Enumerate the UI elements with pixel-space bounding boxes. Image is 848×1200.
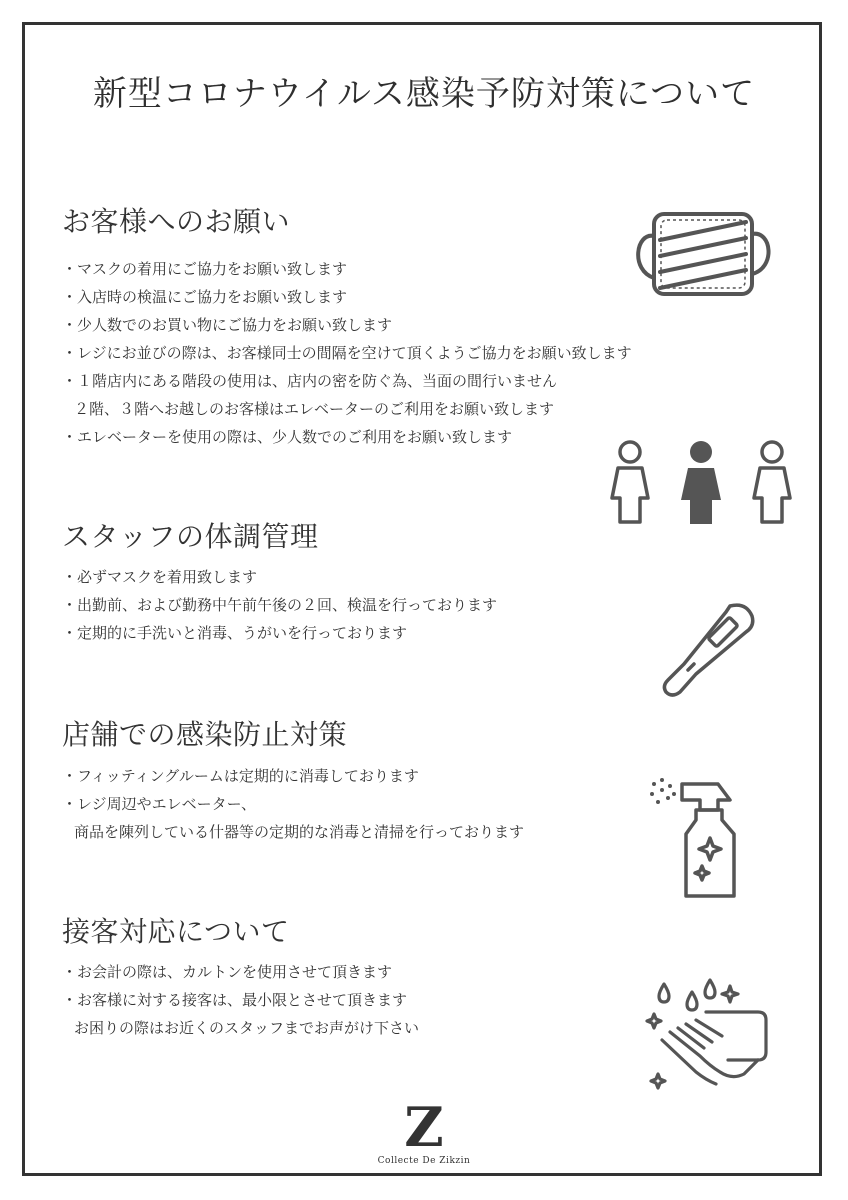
mask-icon xyxy=(632,208,774,300)
spray-bottle-icon xyxy=(648,776,744,900)
section-heading-customer-service: 接客対応について xyxy=(62,915,290,948)
people-distance-icon xyxy=(608,440,794,526)
list-item: ・出勤前、および勤務中午前午後の２回、検温を行っております xyxy=(62,596,498,614)
list-item: ・お会計の際は、カルトンを使用させて頂きます xyxy=(62,963,393,981)
list-item: ・エレベーターを使用の際は、少人数でのご利用をお願い致します xyxy=(62,428,513,446)
thermometer-icon xyxy=(658,600,758,700)
section-heading-customer-requests: お客様へのお願い xyxy=(62,205,291,238)
brand-logo xyxy=(0,1095,848,1166)
list-item: ・必ずマスクを着用致します xyxy=(62,568,258,586)
list-item: ・お客様に対する接客は、最小限とさせて頂きます xyxy=(62,991,408,1009)
customer-service-list xyxy=(62,958,419,1042)
store-measures-list xyxy=(62,762,524,846)
staff-health-list xyxy=(62,563,497,647)
section-heading-staff-health: スタッフの体調管理 xyxy=(62,520,319,553)
list-item: ２階、３階へお越しのお客様はエレベーターのご利用をお願い致します xyxy=(74,400,555,418)
list-item: ・フィッティングルームは定期的に消毒しております xyxy=(62,767,419,785)
page-title: 新型コロナウイルス感染予防対策について xyxy=(92,74,756,114)
list-item: ・レジにお並びの際は、お客様同士の間隔を空けて頂くようご協力をお願い致します xyxy=(62,344,632,362)
section-heading-store-measures: 店舗での感染防止対策 xyxy=(62,718,348,751)
logo-name: Collecte De Zikzin xyxy=(377,1156,471,1166)
list-item: ・定期的に手洗いと消毒、うがいを行っております xyxy=(62,624,408,642)
hand-wash-icon xyxy=(640,976,770,1092)
list-item: ・マスクの着用にご協力をお願い致します xyxy=(62,260,348,278)
customer-requests-list xyxy=(62,255,632,451)
list-item: ・レジ周辺やエレベーター、 xyxy=(62,795,257,813)
logo-mark: Z xyxy=(404,1095,444,1159)
list-item: ・１階店内にある階段の使用は、店内の密を防ぐ為、当面の間行いません xyxy=(62,372,558,390)
list-item: 商品を陳列している什器等の定期的な消毒と清掃を行っております xyxy=(74,823,525,841)
list-item: ・少人数でのお買い物にご協力をお願い致します xyxy=(62,316,393,334)
list-item: ・入店時の検温にご協力をお願い致します xyxy=(62,288,348,306)
list-item: お困りの際はお近くのスタッフまでお声がけ下さい xyxy=(74,1019,420,1037)
